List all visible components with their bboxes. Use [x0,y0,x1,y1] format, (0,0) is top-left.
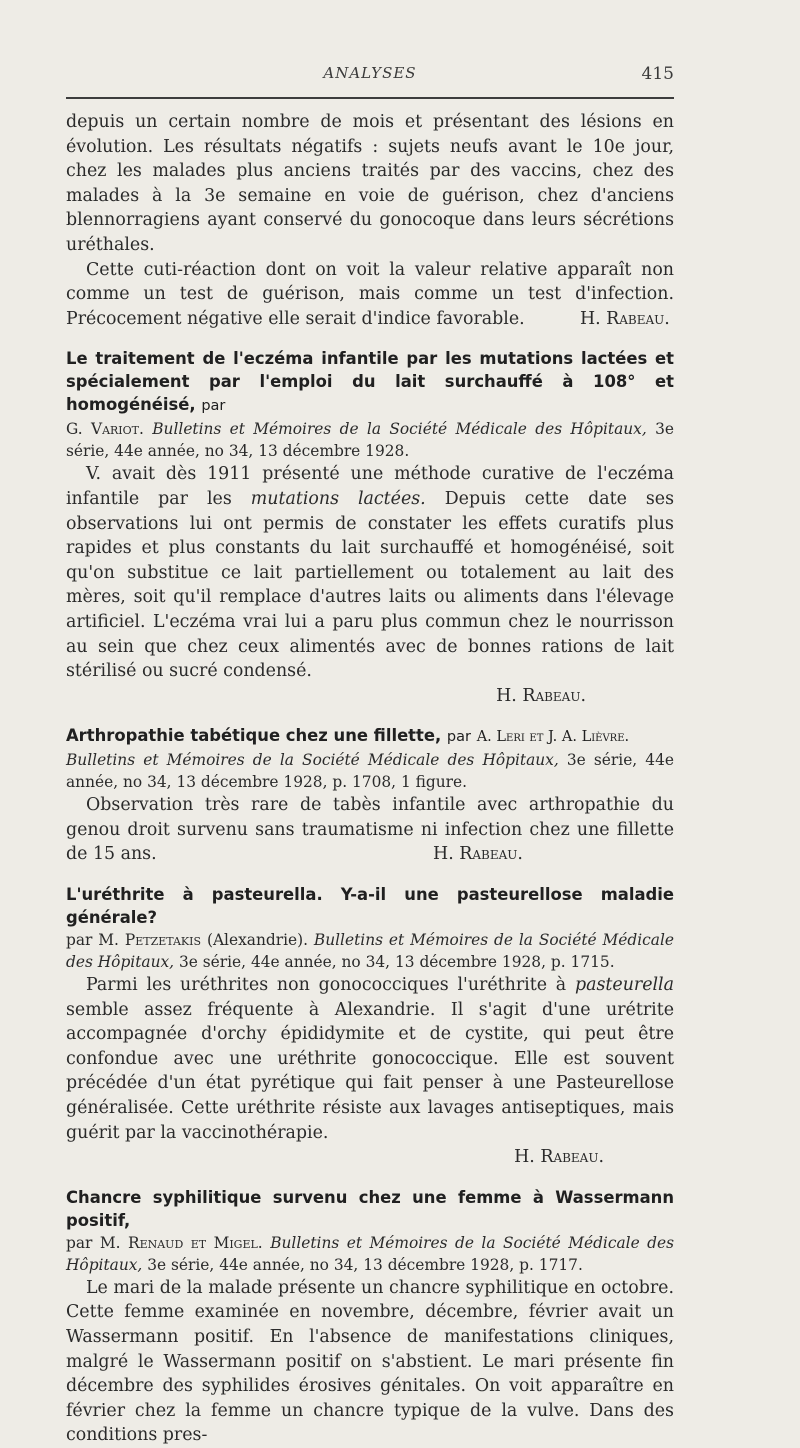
authors: M. Renaud et Migel. [99,1233,263,1252]
intro-paragraph-2-text: Cette cuti-réaction dont on voit la valeur relative apparaît non comme un test de guérison, mais comme un test d'infection. Précocement négative elle serait d'indice favorable. [66,259,674,329]
intro-paragraph-2 [66,258,674,332]
body-italic: mutations lactées. [250,488,426,509]
signature: H. Rabeau. [433,844,523,865]
details: 3e série, 44e année, no 34, 13 décembre 1928, p. 1717. [147,1255,583,1274]
signature: H. Rabeau. [579,308,670,329]
body-text: Parmi les uréthrites non gonococciques l'uréthrite à [86,975,567,996]
body-text: Observation très rare de tabès infantile avec arthropathie du genou droit survenu sans traumatisme ni infection chez une fillette de 15 ans. [66,795,674,865]
article-title [66,1186,674,1232]
journal: Bulletins et Mémoires de la Société Médicale des Hôpitaux, [152,420,647,439]
details: 3e série, 44e année, no 34, 13 décembre 1928. [66,420,674,461]
article-body [66,973,674,1145]
article-reference [66,1232,674,1276]
signature: H. Rabeau. [514,1147,604,1168]
header-title: ANALYSES [323,64,417,82]
page [66,0,675,1446]
body-text: semble assez fréquente à Alexandrie. Il s'agit d'une urétrite accompagnée d'orchy épididymite et de cystite, qui peut être confondue avec une uréthrite gonococcique. Elle est souvent précédée d'un état pyrétique qui fait penser à une Pasteurellose généralisée. Cette uréthrite résiste aux lavages antiseptiques, mais guérit par la vaccinothérapie. [66,999,674,1143]
byline: par [446,729,471,746]
article-body [66,462,674,683]
article [66,347,674,708]
details: 3e série, 44e année, no 34, 13 décembre 1928, p. 1715. [178,953,615,972]
journal: Bulletins et Mémoires de la Société Médicale des Hôpitaux, [66,931,674,972]
authors: G. Variot. [66,420,144,439]
article [66,1186,674,1448]
details: 3e série, 44e année, no 34, 13 décembre 1928, p. 1708, 1 figure. [66,751,674,792]
article-body [66,793,674,867]
header-rule [66,97,674,99]
content [66,110,674,1448]
byline: par [66,931,93,950]
article [66,724,674,867]
byline: par [66,1233,93,1252]
intro-paragraph-1: depuis un certain nombre de mois et présentant des lésions en évolution. Les résultats négatifs : sujets neufs avant le 10e jour, chez les malades plus anciens traités par des vaccins, chez des malades à la 3e semaine en voie de guérison, chez d'anciens blennorragiens ayant conservé du gonocoque dans leurs sécrétions uréthales. [66,112,674,255]
article-title-text: L'uréthrite à pasteurella. Y-a-il une pasteurellose maladie générale? [66,885,674,928]
page-number: 415 [641,64,674,84]
body-italic: pasteurella [574,975,674,996]
article-title-text: Arthropathie tabétique chez une fillette, [66,726,442,746]
running-header [66,64,674,86]
article-title [66,883,674,929]
article-body: Le mari de la malade présente un chancre syphilitique en octobre. Cette femme examinée en novembre, décembre, février avait un Wassermann positif. En l'absence de manifestations cliniques, malgré le Wassermann positif on s'abstient. Le mari présente fin décembre des syphilides érosives génitales. On voit apparaître en février chez la femme un chancre typique de la vulve. Dans des conditions pres- [66,1277,674,1446]
journal: Bulletins et Mémoires de la Société Médicale des Hôpitaux, [66,1233,675,1274]
article-title [66,724,674,749]
signature: H. Rabeau. [496,685,586,706]
authors: M. Petzetakis [98,931,202,950]
article-title-text: Le traitement de l'eczéma infantile par les mutations lactées et spécialement par l'emploi du lait surchauffé à 108° et homogénéisé, [66,349,674,415]
article-title [66,347,674,418]
article-title-text: Chancre syphilitique survenu chez une femme à Wassermann positif, [66,1187,674,1230]
body-text: V. avait dès 1911 présenté une méthode curative de l'eczéma infantile par les [66,464,674,509]
byline: par [201,398,226,415]
authors: A. Leri et J. A. Lièvre. [476,729,630,746]
article [66,883,674,1170]
location: (Alexandrie). [206,931,308,950]
body-text: Depuis cette date ses observations lui ont permis de constater les effets curatifs plus rapides et plus constants du lait surchauffé et homogénéisé, soit qu'on substitue ce lait partiellement ou totalement au lait des mères, soit qu'il remplace d'autres laits ou aliments dans l'élevage artificiel. L'eczéma vrai lui a paru plus commun chez le nourrisson au sein que chez ceux alimentés avec de bonnes rations de lait stérilisé ou sucré condensé. [66,488,675,682]
journal: Bulletins et Mémoires de la Société Médicale des Hôpitaux, [66,751,559,770]
article-reference [66,418,674,462]
article-reference [66,929,674,973]
article-reference [66,749,674,793]
